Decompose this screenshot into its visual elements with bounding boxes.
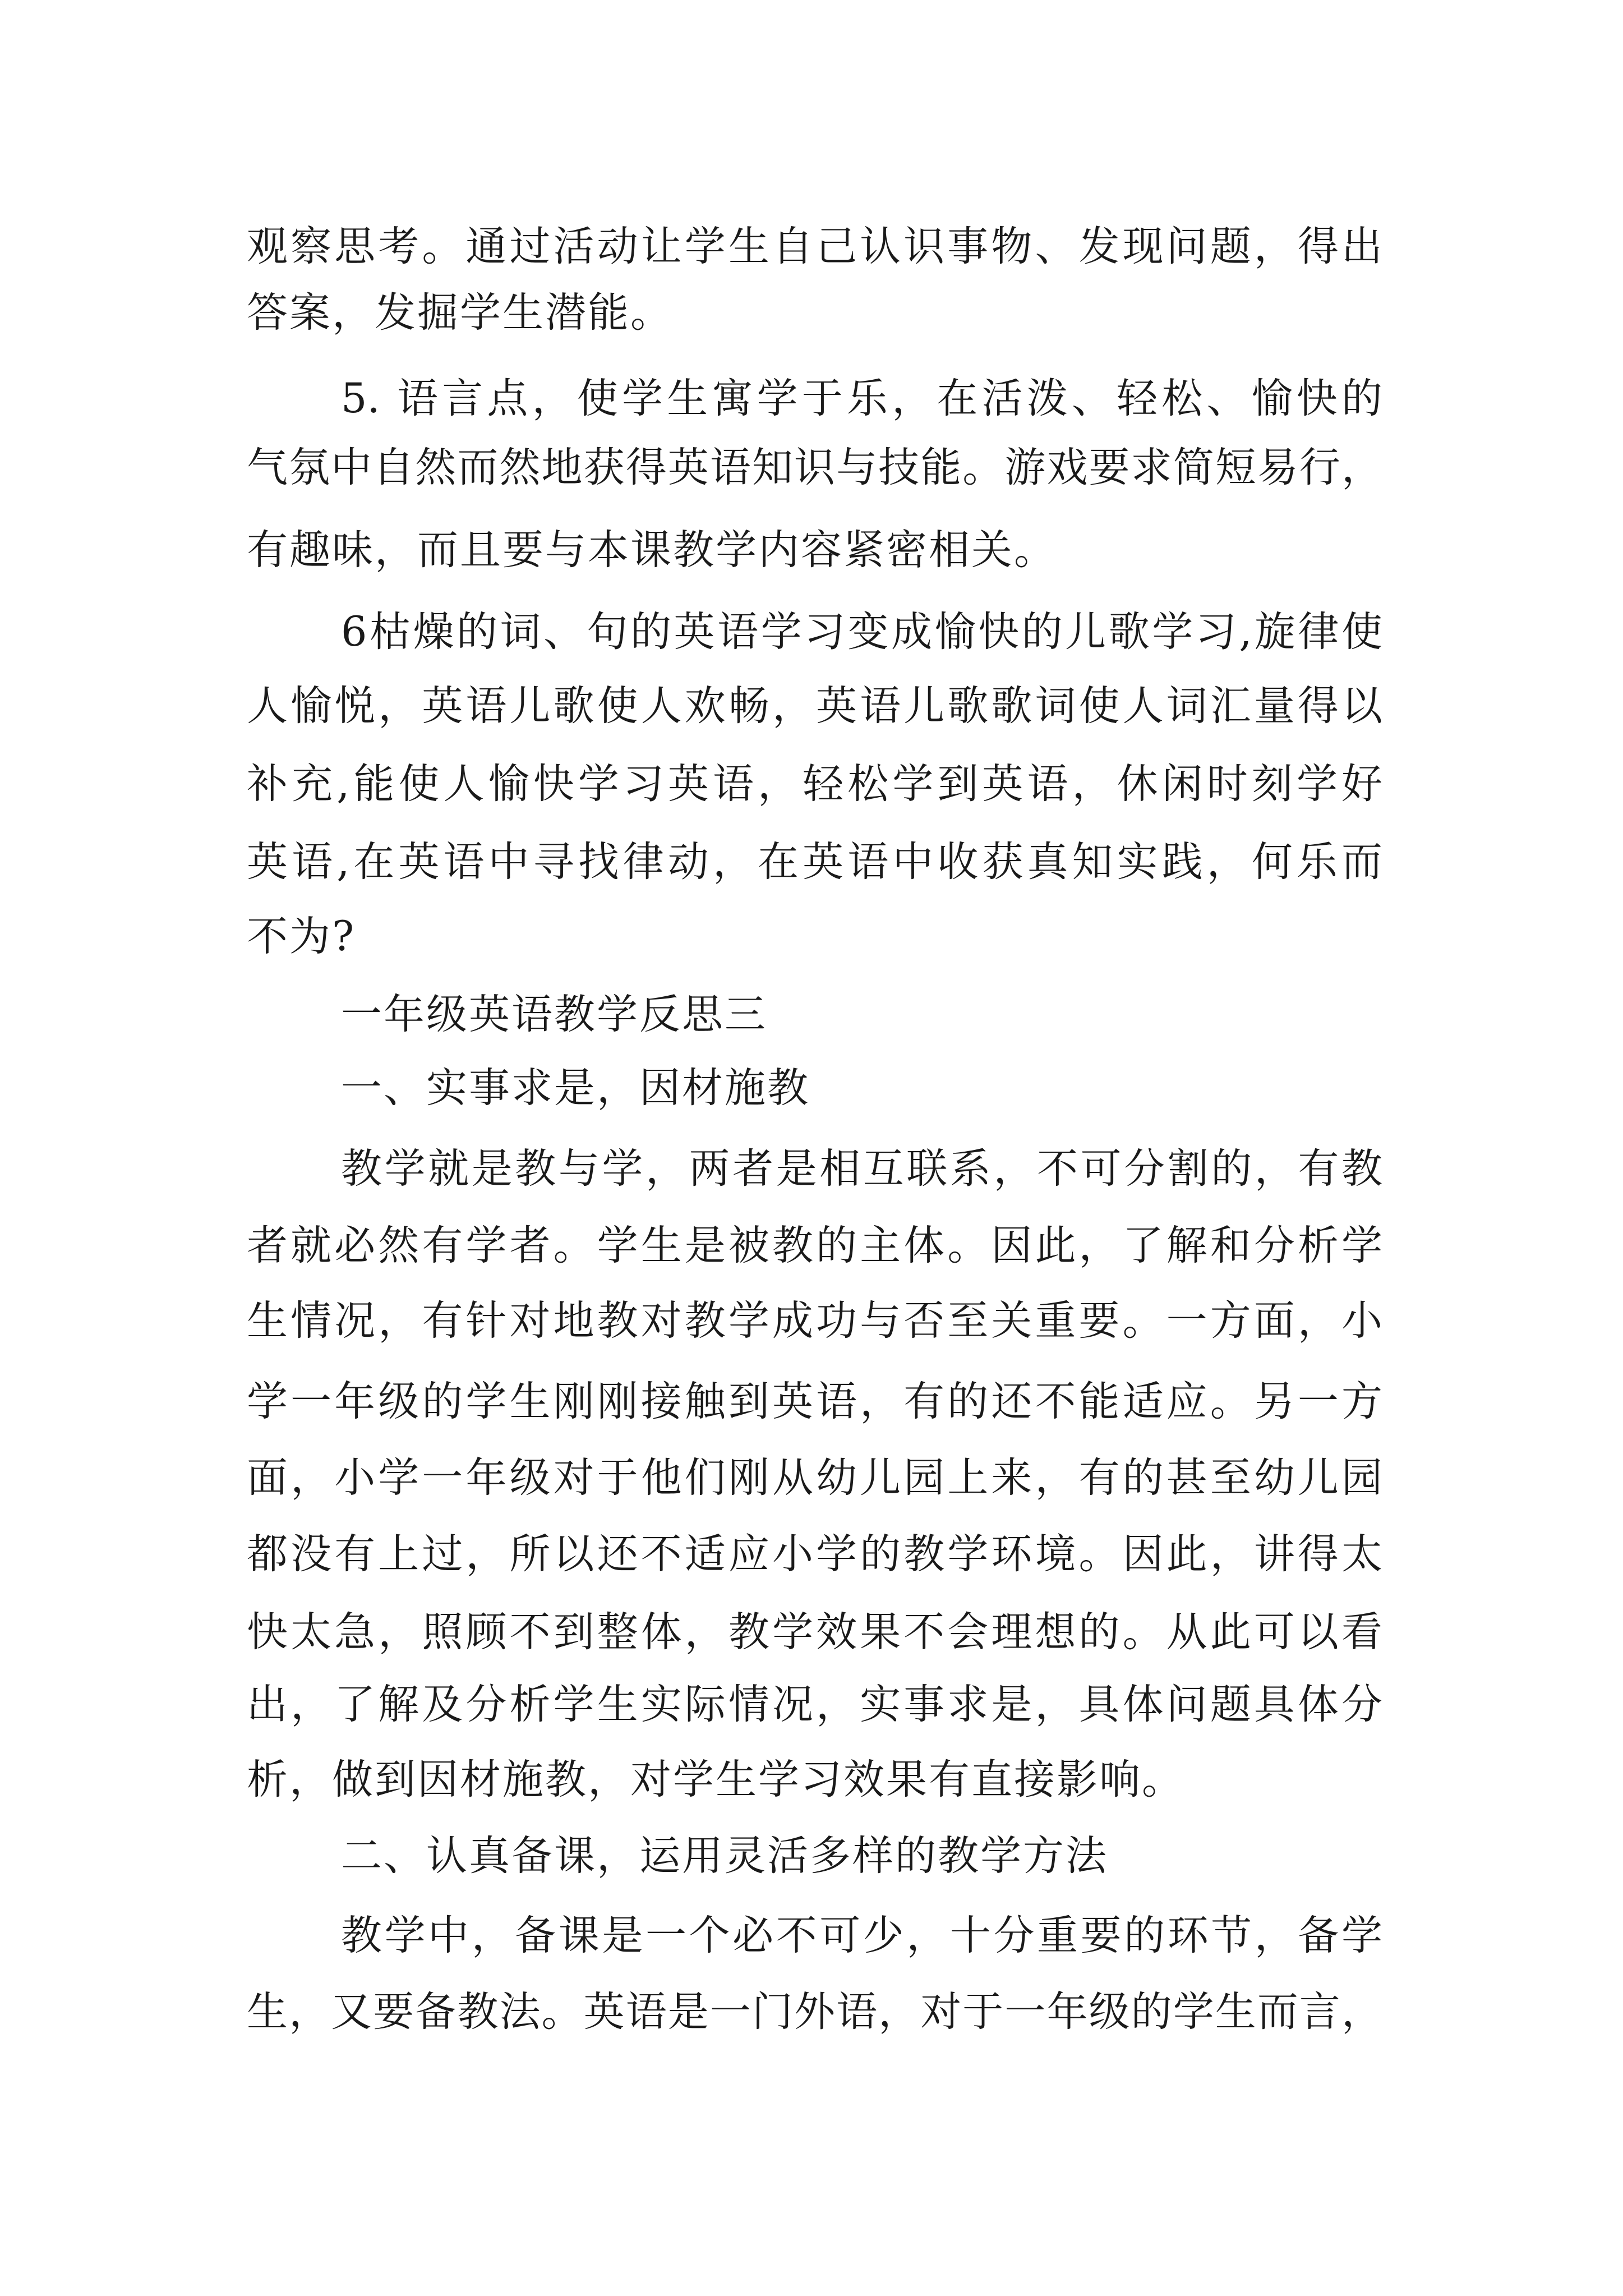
- text-line: 6枯燥的词、句的英语学习变成愉快的儿歌学习,旋律使: [341, 608, 1382, 656]
- text-line: 出，了解及分析学生实际情况，实事求是，具体问题具体分: [247, 1681, 1382, 1728]
- section-heading: 二、认真备课，运用灵活多样的教学方法: [341, 1832, 1108, 1880]
- section-heading: 一、实事求是，因材施教: [341, 1064, 810, 1112]
- text-line: 析，做到因材施教，对学生学习效果有直接影响。: [247, 1756, 1184, 1803]
- text-line: 人愉悦，英语儿歌使人欢畅，英语儿歌歌词使人词汇量得以: [247, 682, 1382, 730]
- text-line: 生，又要备教法。英语是一门外语，对于一年级的学生而言，: [247, 1988, 1382, 2036]
- text-line: 者就必然有学者。学生是被教的主体。因此，了解和分析学: [247, 1222, 1382, 1269]
- text-line: 生情况，有针对地教对教学成功与否至关重要。一方面，小: [247, 1297, 1382, 1345]
- text-line: 不为?: [247, 913, 356, 960]
- text-line: 观察思考。通过活动让学生自己认识事物、发现问题，得出: [247, 223, 1382, 270]
- text-line: 学一年级的学生刚刚接触到英语，有的还不能适应。另一方: [247, 1378, 1382, 1425]
- text-line: 都没有上过，所以还不适应小学的教学环境。因此，讲得太: [247, 1530, 1382, 1578]
- text-line: 5. 语言点，使学生寓学于乐，在活泼、轻松、愉快的: [341, 375, 1382, 422]
- section-title: 一年级英语教学反思三: [341, 991, 767, 1038]
- text-line: 补充,能使人愉快学习英语，轻松学到英语，休闲时刻学好: [247, 760, 1382, 808]
- text-line: 答案，发掘学生潜能。: [247, 289, 673, 337]
- text-line: 教学就是教与学，两者是相互联系，不可分割的，有教: [341, 1145, 1382, 1193]
- text-line: 气氛中自然而然地获得英语知识与技能。游戏要求简短易行，: [247, 444, 1382, 491]
- text-line: 英语,在英语中寻找律动，在英语中收获真知实践，何乐而: [247, 838, 1382, 886]
- text-line: 有趣味，而且要与本课教学内容紧密相关。: [247, 526, 1057, 574]
- text-line: 快太急，照顾不到整体，教学效果不会理想的。从此可以看: [247, 1608, 1382, 1656]
- text-line: 教学中，备课是一个必不可少，十分重要的环节，备学: [341, 1912, 1382, 1959]
- text-line: 面，小学一年级对于他们刚从幼儿园上来，有的甚至幼儿园: [247, 1454, 1382, 1502]
